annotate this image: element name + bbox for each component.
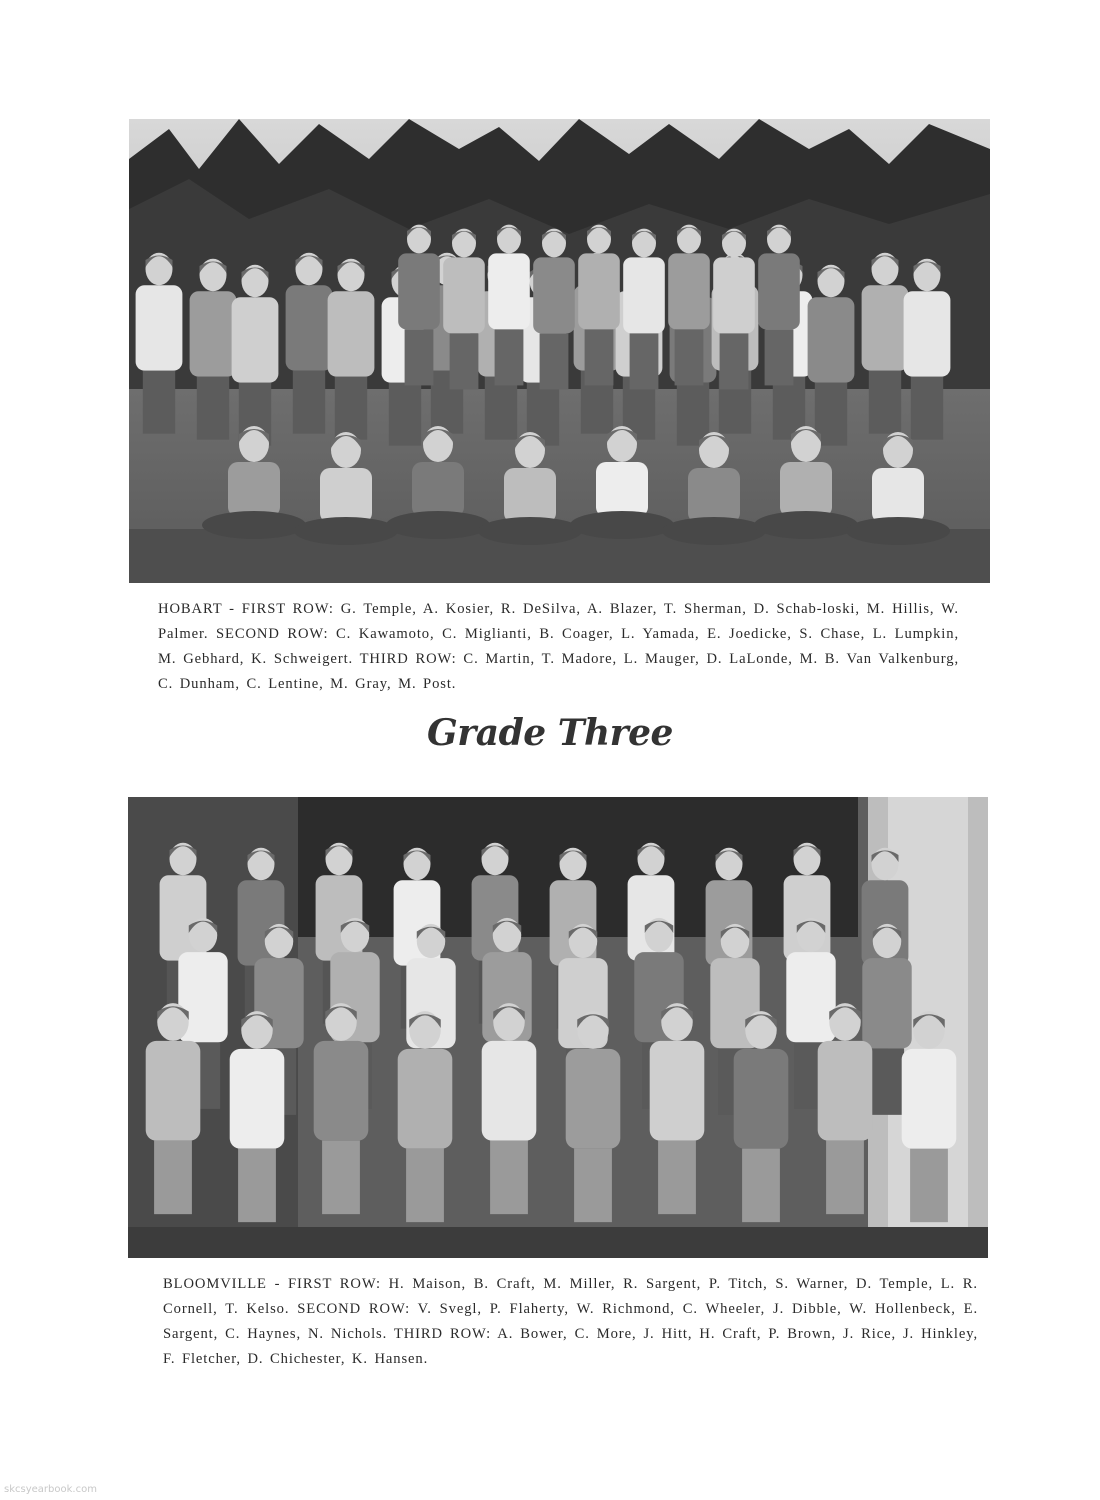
bloomville-class-photo bbox=[128, 797, 988, 1258]
grade-heading: Grade Three bbox=[427, 712, 673, 754]
bloomville-caption: BLOOMVILLE - FIRST ROW: H. Maison, B. Craft, M. Miller, R. Sargent, P. Titch, S. Warner, D. Temple, L. R. Cornell, T. Kelso. SECOND ROW: V. Svegl, P. Flaherty, W. Richmond, C. Wheeler, J. Dibble, W. Hollenbeck, E. Sargent, C. Haynes, N. Nichols. THIRD ROW: A. Bower, C. More, J. Hitt, H. Craft, P. Brown, J. Rice, J. Hinkley, F. Fletcher, D. Chichester, K. Hansen. bbox=[163, 1276, 978, 1367]
watermark: skcsyearbook.com bbox=[4, 1484, 97, 1495]
hobart-class-photo bbox=[129, 119, 990, 583]
bloomville-photo-drawing bbox=[128, 797, 988, 1258]
hobart-caption: HOBART - FIRST ROW: G. Temple, A. Kosier, R. DeSilva, A. Blazer, T. Sherman, D. Schab-loski, M. Hillis, W. Palmer. SECOND ROW: C. Kawamoto, C. Miglianti, B. Coager, L. Yamada, E. Joedicke, S. Chase, L. Lumpkin, M. Gebhard, K. Schweigert. THIRD ROW: C. Martin, T. Madore, L. Mauger, D. LaLonde, M. B. Van Valkenburg, C. Dunham, C. Lentine, M. Gray, M. Post. bbox=[158, 601, 959, 692]
hobart-photo-drawing bbox=[129, 119, 990, 583]
